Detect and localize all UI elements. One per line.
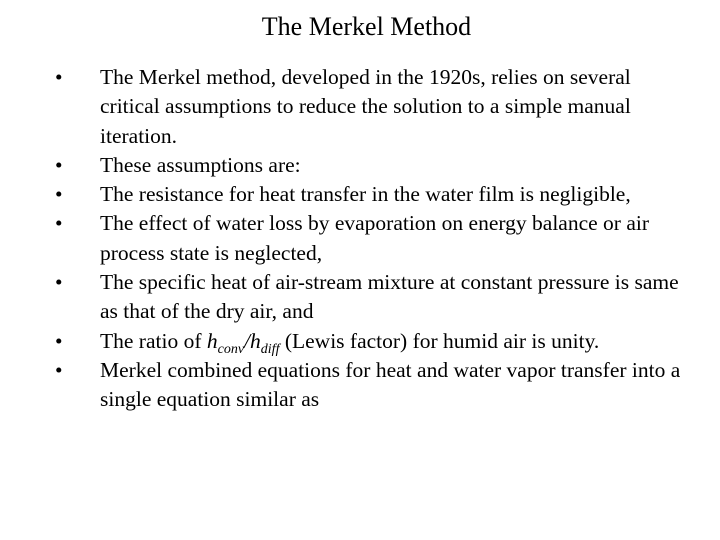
bullet-text: The resistance for heat transfer in the water film is negligible, [100, 182, 631, 207]
bullet-text [100, 328, 600, 357]
bullet-icon: • [55, 270, 63, 295]
h-symbol: h [206, 328, 218, 353]
bullet-item [55, 63, 695, 151]
bullet-text: These assumptions are: [100, 152, 301, 177]
bullet-icon: • [55, 65, 63, 89]
subscript-conv: conv [217, 341, 245, 357]
lewis-suffix: (Lewis factor) for humid air is unity. [279, 328, 600, 353]
bullet-icon: • [55, 211, 63, 236]
bullet-item [55, 356, 695, 415]
bullet-text: Merkel combined equations for heat and water vapor transfer into a single equation similar as [100, 357, 681, 412]
bullet-list [55, 63, 695, 415]
subscript-diff: diff [260, 341, 280, 357]
lewis-prefix: The ratio of [100, 328, 207, 353]
slash: / [244, 328, 251, 353]
bullet-icon: • [55, 152, 63, 177]
bullet-item [55, 209, 695, 268]
bullet-icon: • [55, 328, 63, 353]
bullet-icon: • [55, 182, 63, 207]
bullet-icon: • [55, 357, 63, 382]
bullet-text: The specific heat of air-stream mixture at constant pressure is same as that of the dry air, and [100, 270, 679, 324]
bullet-item [55, 268, 695, 327]
bullet-item [55, 151, 695, 180]
slide-title: The Merkel Method [261, 12, 472, 41]
bullet-item [55, 180, 695, 209]
bullet-text: The effect of water loss by evaporation on energy balance or air process state is neglected, [100, 211, 650, 265]
bullet-text: The Merkel method, developed in the 1920s, relies on several critical assumptions to reduce the solution to a simple manual iteration. [100, 65, 631, 148]
h-symbol: h [250, 328, 261, 353]
bullet-item [55, 327, 695, 356]
